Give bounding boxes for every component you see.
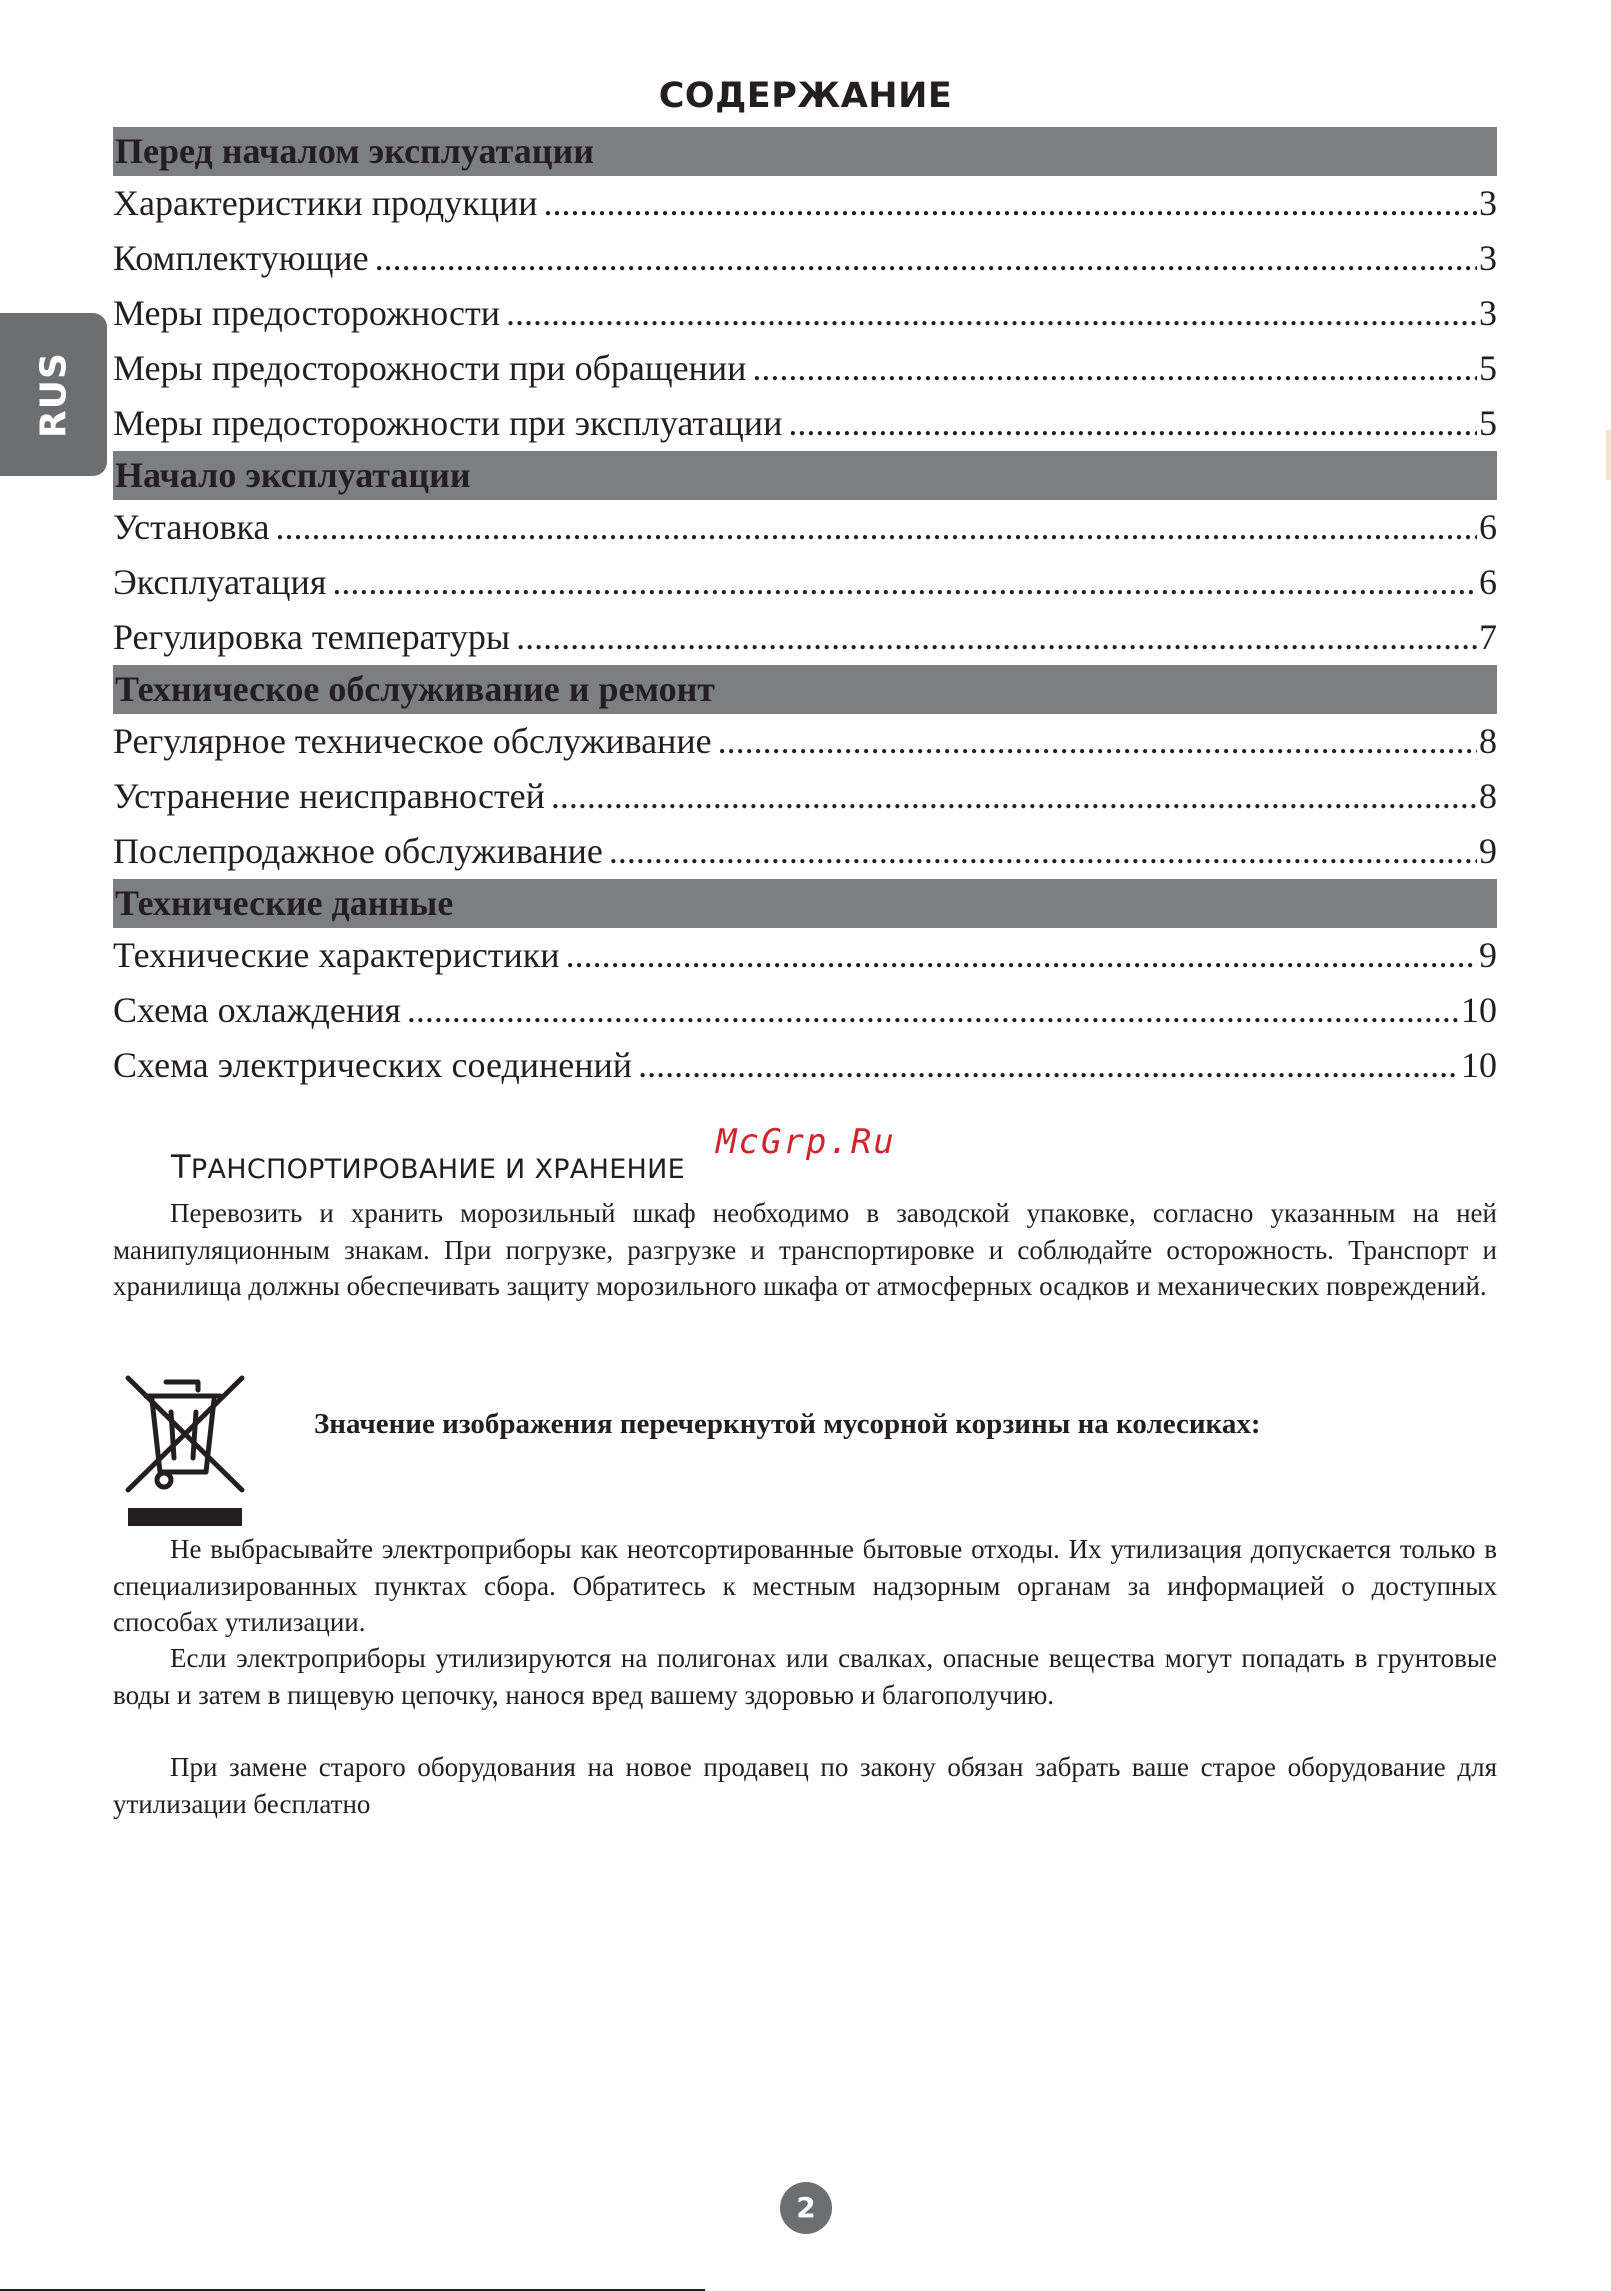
toc-entry[interactable]	[113, 286, 1497, 341]
toc-entry[interactable]	[113, 983, 1497, 1038]
toc-entry-label: Меры предосторожности при обращении	[113, 348, 747, 388]
toc-entry[interactable]	[113, 928, 1497, 983]
transport-heading	[171, 1148, 685, 1186]
toc-leader	[718, 714, 1477, 769]
toc-entry-page: 8	[1479, 776, 1497, 816]
toc-entry[interactable]	[113, 769, 1497, 824]
toc-leader	[375, 231, 1477, 286]
toc-entry-page: 7	[1479, 617, 1497, 657]
toc-leader	[609, 824, 1477, 879]
toc-entry-page: 6	[1479, 562, 1497, 602]
toc-entry[interactable]	[113, 1038, 1497, 1093]
toc-leader	[752, 341, 1477, 396]
transport-heading-initial: Т	[171, 1148, 191, 1186]
toc-entry-page: 10	[1461, 1045, 1497, 1085]
language-tab-label: RUS	[33, 351, 74, 438]
toc-entry-label: Характеристики продукции	[113, 183, 538, 223]
toc-leader	[544, 176, 1477, 231]
toc-leader	[506, 286, 1477, 341]
toc-entry-label: Меры предосторожности	[113, 293, 501, 333]
watermark: McGrp.Ru	[716, 1122, 896, 1162]
toc-entry-page: 5	[1479, 348, 1497, 388]
transport-heading-rest: РАНСПОРТИРОВАНИЕ И ХРАНЕНИЕ	[190, 1154, 686, 1185]
toc-entry[interactable]	[113, 341, 1497, 396]
toc-entry-page: 8	[1479, 721, 1497, 761]
toc-leader	[275, 500, 1477, 555]
toc-entry-label: Регулярное техническое обслуживание	[113, 721, 712, 761]
table-of-contents	[113, 127, 1497, 1093]
toc-leader	[638, 1038, 1459, 1093]
page-title: СОДЕРЖАНИЕ	[658, 76, 953, 116]
weee-paragraph: Если электроприборы утилизируются на полигонах или свалках, опасные вещества могут попадать в грунтовые воды и затем в пищевую цепочку, нанося вред вашему здоровью и благополучию.	[113, 1643, 1497, 1710]
toc-leader	[566, 928, 1477, 983]
toc-entry[interactable]	[113, 231, 1497, 286]
toc-entry-label: Схема охлаждения	[113, 990, 401, 1030]
toc-section-heading: Техническое обслуживание и ремонт	[113, 665, 1497, 714]
toc-entry-label: Эксплуатация	[113, 562, 327, 602]
toc-entry-label: Послепродажное обслуживание	[113, 831, 603, 871]
toc-entry[interactable]	[113, 396, 1497, 451]
toc-section-heading: Перед началом эксплуатации	[113, 127, 1497, 176]
toc-entry-label: Комплектующие	[113, 238, 369, 278]
toc-entry[interactable]	[113, 176, 1497, 231]
toc-leader	[332, 555, 1477, 610]
toc-leader	[788, 396, 1477, 451]
toc-section-heading: Начало эксплуатации	[113, 451, 1497, 500]
toc-entry-page: 3	[1479, 293, 1497, 333]
transport-paragraph: Перевозить и хранить морозильный шкаф необходимо в заводской упаковке, согласно указанным на ней манипуляционным знакам. При погрузке, разгрузке и транспортировке и соблюдайте осторожность. Транспорт и хранилища должны обеспечивать защиту морозильного шкафа от атмосферных осадков и механических повреждений.	[113, 1198, 1497, 1301]
toc-entry[interactable]	[113, 555, 1497, 610]
toc-section-heading: Технические данные	[113, 879, 1497, 928]
toc-entry-label: Технические характеристики	[113, 935, 560, 975]
toc-entry-page: 3	[1479, 238, 1497, 278]
toc-entry-page: 6	[1479, 507, 1497, 547]
toc-entry[interactable]	[113, 500, 1497, 555]
page-number: 2	[780, 2182, 832, 2234]
toc-entry[interactable]	[113, 610, 1497, 665]
toc-entry-label: Схема электрических соединений	[113, 1045, 633, 1085]
toc-entry-label: Устранение неисправностей	[113, 776, 545, 816]
language-tab	[0, 313, 107, 476]
toc-entry[interactable]	[113, 824, 1497, 879]
toc-leader	[551, 769, 1477, 824]
toc-leader	[516, 610, 1477, 665]
toc-entry[interactable]	[113, 714, 1497, 769]
crossed-out-wheelie-bin-icon	[118, 1372, 252, 1528]
weee-paragraph: Не выбрасывайте электроприборы как неотсортированные бытовые отходы. Их утилизация допускается только в специализированных пунктах сбора. Обратитесь к местным надзорным органам за информацией о доступных способах утилизации.	[113, 1534, 1497, 1637]
weee-caption: Значение изображения перечеркнутой мусорной корзины на колесиках:	[314, 1408, 1261, 1440]
toc-entry-label: Установка	[113, 507, 270, 547]
toc-entry-page: 10	[1461, 990, 1497, 1030]
weee-paragraph: При замене старого оборудования на новое продавец по закону обязан забрать ваше старое оборудование для утилизации бесплатно	[113, 1752, 1497, 1819]
toc-entry-label: Меры предосторожности при эксплуатации	[113, 403, 783, 443]
toc-leader	[407, 983, 1459, 1038]
toc-entry-label: Регулировка температуры	[113, 617, 511, 657]
edge-mark	[1606, 430, 1611, 480]
toc-entry-page: 3	[1479, 183, 1497, 223]
toc-entry-page: 9	[1479, 935, 1497, 975]
toc-entry-page: 5	[1479, 403, 1497, 443]
toc-entry-page: 9	[1479, 831, 1497, 871]
